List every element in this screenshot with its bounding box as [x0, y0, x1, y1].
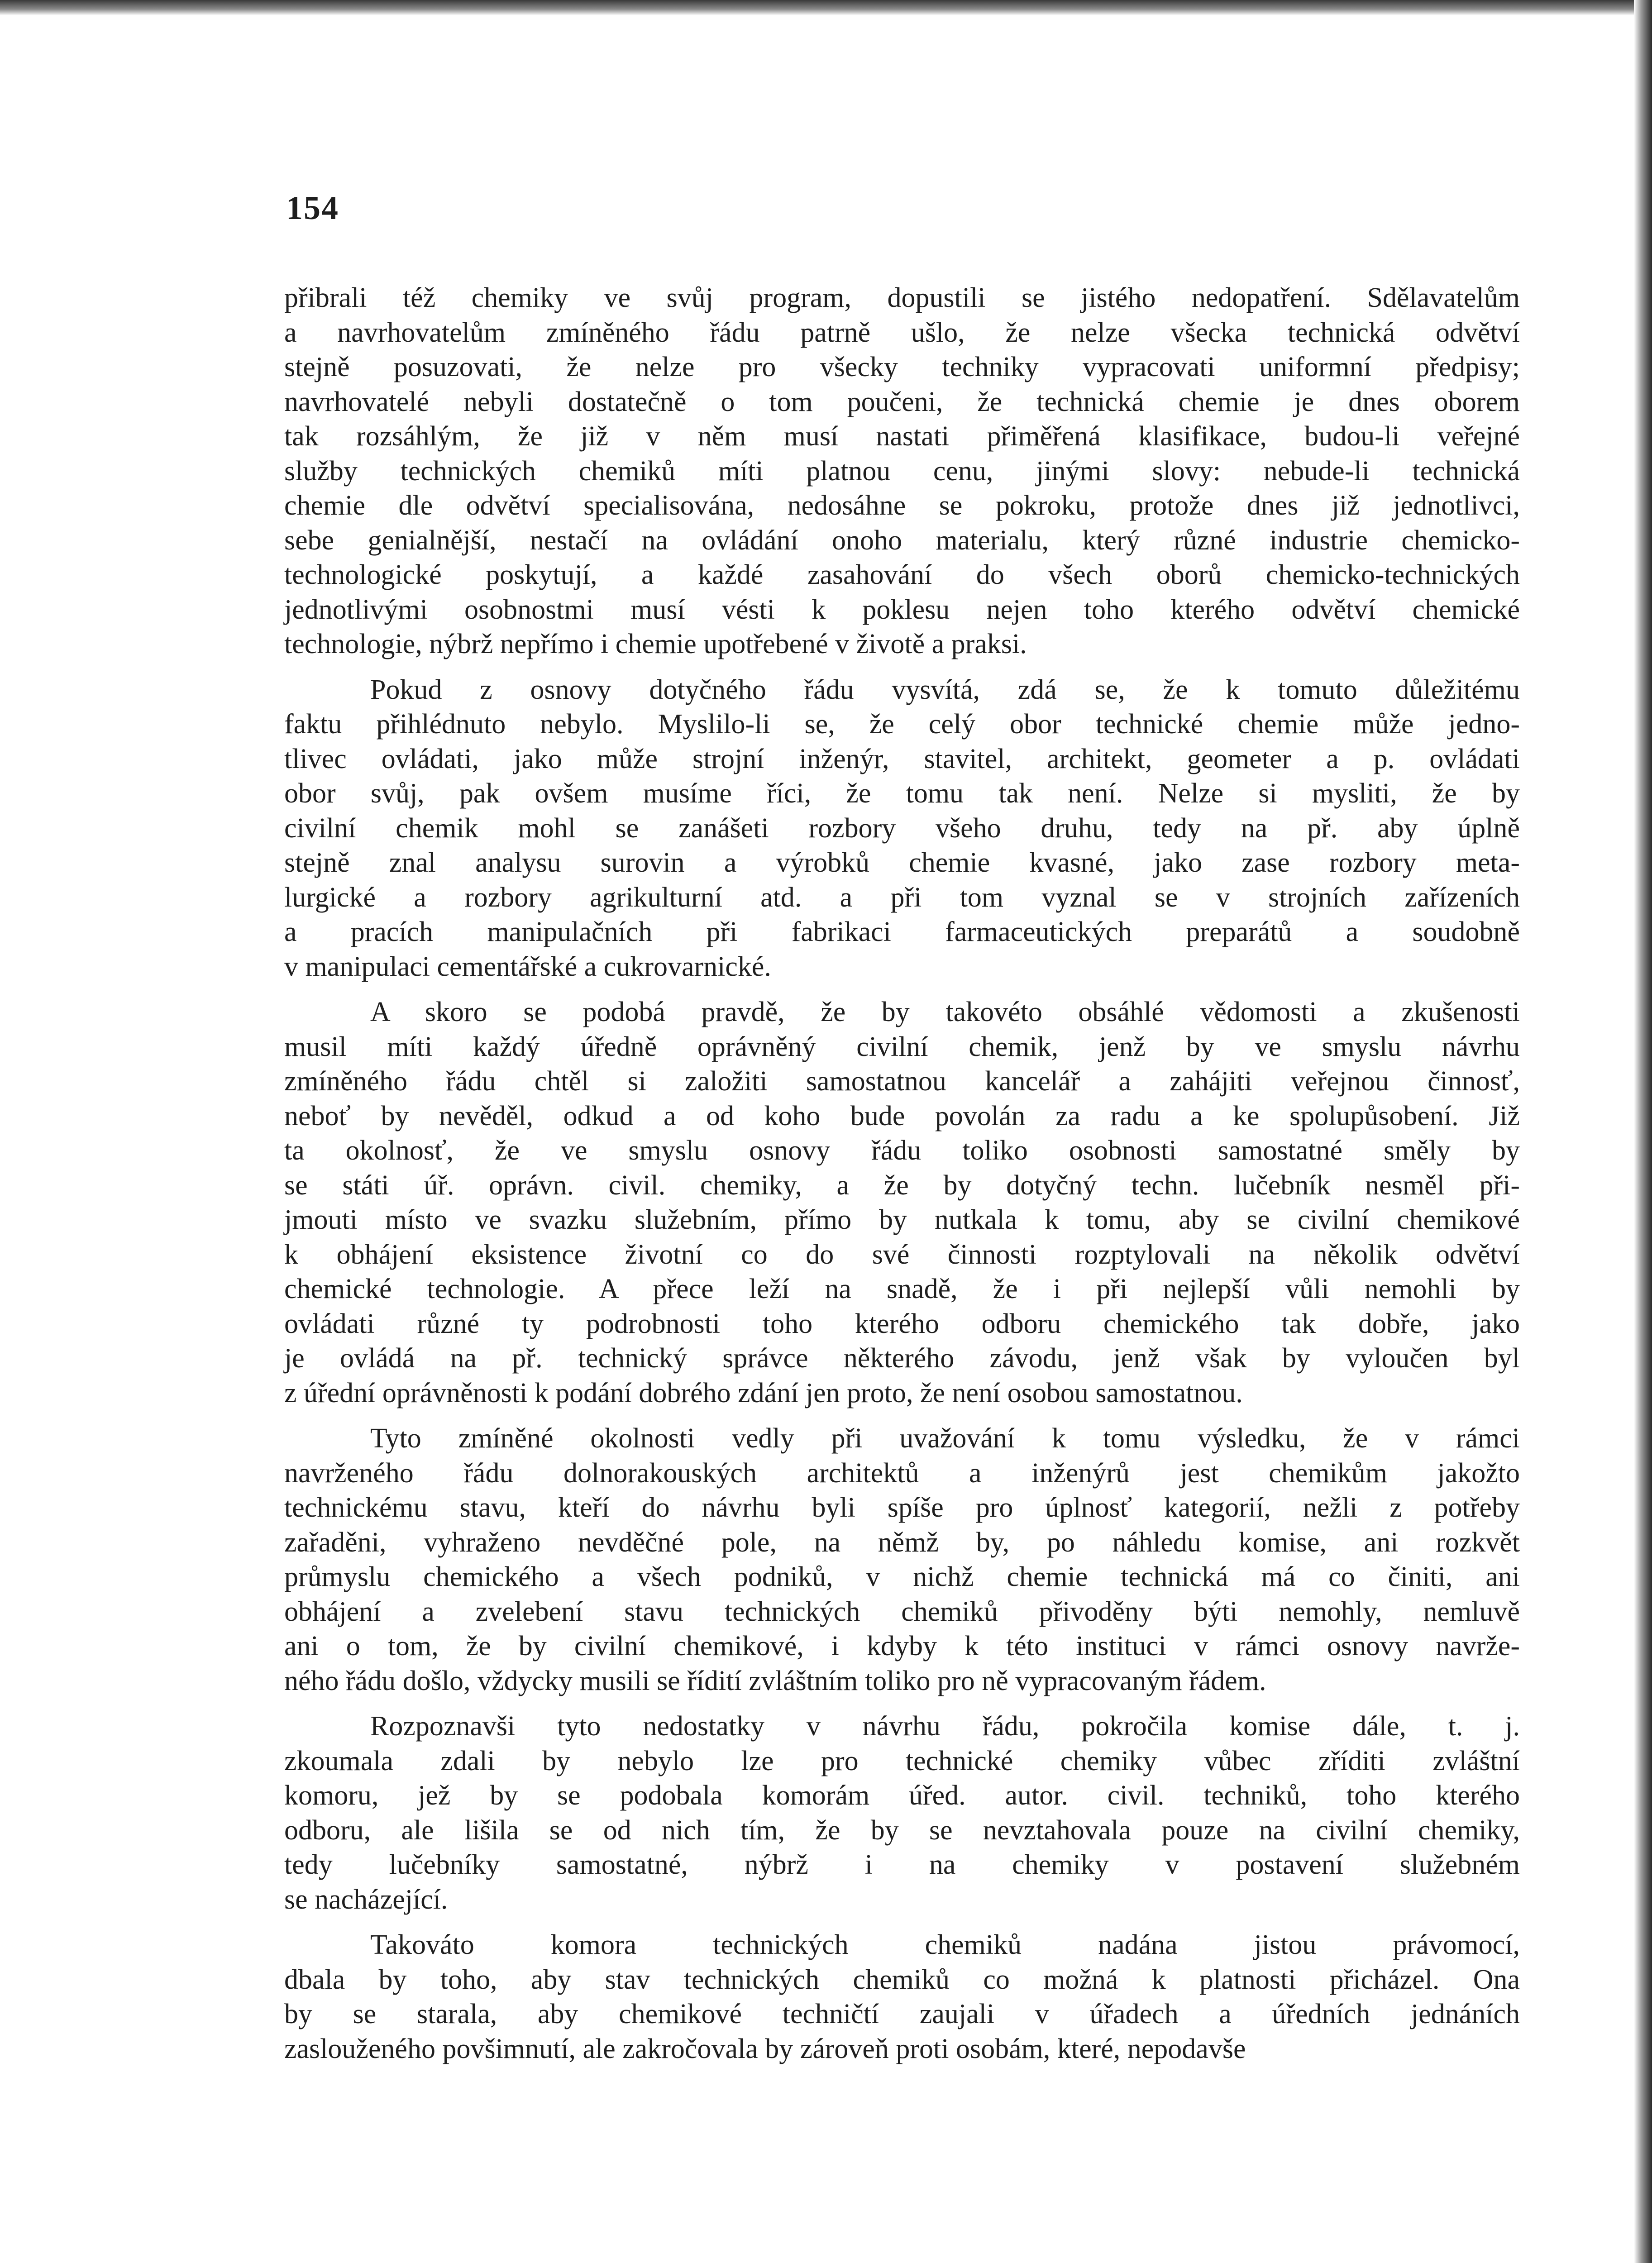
text-line: obor svůj, pak ovšem musíme říci, že tomu tak není. Nelze si mysliti, že by: [284, 778, 1520, 809]
text-line: ta okolnosť, že ve smyslu osnovy řádu toliko osobnosti samostatné směly by: [284, 1135, 1520, 1166]
text-line: Tyto zmíněné okolnosti vedly při uvažování k tomu výsledku, že v rámci: [370, 1423, 1520, 1454]
text-line: civilní chemik mohl se zanášeti rozbory všeho druhu, tedy na př. aby úplně: [284, 812, 1520, 844]
text-line: z úřední oprávněnosti k podání dobrého zdání jen proto, že není osobou samostatnou.: [284, 1377, 1243, 1408]
body-text: [284, 281, 1520, 2077]
text-line: ovládati různé ty podrobnosti toho kterého odboru chemického tak dobře, jako: [284, 1308, 1520, 1339]
text-line: musil míti každý úředně oprávněný civilní chemik, jenž by ve smyslu návrhu: [284, 1031, 1520, 1062]
text-line: chemie dle odvětví specialisována, nedosáhne se pokroku, protože dnes již jednotlivci,: [284, 490, 1520, 521]
text-line: zařaděni, vyhraženo nevděčné pole, na němž by, po náhledu komise, ani rozkvět: [284, 1527, 1520, 1558]
paragraph: [284, 673, 1520, 984]
text-line: A skoro se podobá pravdě, že by takovéto obsáhlé vědomosti a zkušenosti: [370, 997, 1520, 1027]
text-line: technologické poskytují, a každé zasahování do všech oborů chemicko-technických: [284, 559, 1520, 590]
text-line: je ovládá na př. technický správce některého závodu, jenž však by vyloučen byl: [284, 1343, 1520, 1374]
text-line: Pokud z osnovy dotyčného řádu vysvítá, zdá se, že k tomuto důležitému: [370, 674, 1520, 705]
text-line: chemické technologie. A přece leží na snadě, že i při nejlepší vůli nemohli by: [284, 1274, 1520, 1304]
text-line: neboť by nevěděl, odkud a od koho bude povolán za radu a ke spolupůsobení. Již: [284, 1100, 1520, 1132]
text-line: komoru, jež by se podobala komorám úřed. autor. civil. techniků, toho kterého: [284, 1780, 1520, 1811]
text-line: stejně znal analysu surovin a výrobků chemie kvasné, jako zase rozbory meta-: [284, 847, 1520, 878]
text-line: se nacházející.: [284, 1884, 448, 1915]
text-line: tedy lučebníky samostatné, nýbrž i na chemiky v postavení služebném: [284, 1849, 1520, 1880]
text-line: odboru, ale lišila se od nich tím, že by se nevztahovala pouze na civilní chemiky,: [284, 1814, 1520, 1846]
text-line: Rozpoznavši tyto nedostatky v návrhu řádu, pokročila komise dále, t. j.: [370, 1711, 1520, 1742]
text-line: v manipulaci cementářské a cukrovarnické.: [284, 951, 771, 982]
paragraph: [284, 1421, 1520, 1698]
text-line: lurgické a rozbory agrikulturní atd. a při tom vyznal se v strojních zařízeních: [284, 882, 1520, 913]
text-line: Takováto komora technických chemiků nadána jistou právomocí,: [370, 1929, 1520, 1960]
text-line: přibrali též chemiky ve svůj program, dopustili se jistého nedopatření. Sdělavatelům: [284, 282, 1520, 313]
paragraph: [284, 995, 1520, 1410]
text-line: by se starala, aby chemikové techničtí zaujali v úřadech a úředních jednáních: [284, 1999, 1520, 2029]
text-line: jmouti místo ve svazku služebním, přímo by nutkala k tomu, aby se civilní chemikové: [284, 1204, 1520, 1235]
text-line: a pracích manipulačních při fabrikaci farmaceutických preparátů a soudobně: [284, 917, 1520, 947]
text-line: služby technických chemiků míti platnou cenu, jinými slovy: nebude-li technická: [284, 455, 1520, 487]
text-line: jednotlivými osobnostmi musí vésti k poklesu nejen toho kterého odvětví chemické: [284, 594, 1520, 625]
text-line: dbala by toho, aby stav technických chemiků co možná k platnosti přicházel. Ona: [284, 1964, 1520, 1995]
text-line: a navrhovatelům zmíněného řádu patrně ušlo, že nelze všecka technická odvětví: [284, 317, 1520, 348]
text-line: sebe genialnější, nestačí na ovládání onoho materialu, který různé industrie chemicko-: [284, 525, 1520, 556]
text-line: zmíněného řádu chtěl si založiti samostatnou kancelář a zahájiti veřejnou činnosť,: [284, 1066, 1520, 1097]
paragraph: [284, 1709, 1520, 1917]
text-line: technologie, nýbrž nepřímo i chemie upotřebené v životě a praksi.: [284, 629, 1027, 659]
text-line: stejně posuzovati, že nelze pro všecky techniky vypracovati uniformní předpisy;: [284, 352, 1520, 382]
text-line: obhájení a zvelebení stavu technických chemiků přivoděny býti nemohly, nemluvě: [284, 1596, 1520, 1627]
text-line: ného řádu došlo, vždycky musili se řídití zvláštním toliko pro ně vypracovaným řádem.: [284, 1665, 1266, 1696]
text-line: navrhovatelé nebyli dostatečně o tom poučeni, že technická chemie je dnes oborem: [284, 386, 1520, 417]
text-line: zaslouženého povšimnutí, ale zakročovala by zároveň proti osobám, které, nepodavše: [284, 2033, 1246, 2064]
scan-frame-top-edge: [0, 0, 1652, 15]
text-line: průmyslu chemického a všech podniků, v nichž chemie technická má co činiti, ani: [284, 1561, 1520, 1592]
text-line: tlivec ovládati, jako může strojní inženýr, stavitel, architekt, geometer a p. ovládati: [284, 743, 1520, 774]
text-line: navrženého řádu dolnorakouských architektů a inženýrů jest chemikům jakožto: [284, 1457, 1520, 1489]
text-line: tak rozsáhlým, že již v něm musí nastati přiměřená klasifikace, budou-li veřejné: [284, 421, 1520, 452]
text-line: faktu přihlédnuto nebylo. Myslilo-li se, že celý obor technické chemie může jedno-: [284, 709, 1520, 740]
paragraph: [284, 1928, 1520, 2066]
scan-frame-right-edge: [1634, 0, 1652, 2263]
text-line: ani o tom, že by civilní chemikové, i kdyby k této instituci v rámci osnovy navrže-: [284, 1631, 1520, 1661]
text-line: se státi úř. oprávn. civil. chemiky, a že by dotyčný techn. lučebník nesměl při-: [284, 1170, 1520, 1201]
text-line: technickému stavu, kteří do návrhu byli spíše pro úplnosť kategorií, nežli z potřeby: [284, 1492, 1520, 1523]
paragraph: [284, 281, 1520, 662]
page-number: 154: [286, 190, 339, 227]
text-line: k obhájení eksistence životní co do své činnosti rozptylovali na několik odvětví: [284, 1239, 1520, 1270]
text-line: zkoumala zdali by nebylo lze pro technické chemiky vůbec zříditi zvláštní: [284, 1745, 1520, 1776]
